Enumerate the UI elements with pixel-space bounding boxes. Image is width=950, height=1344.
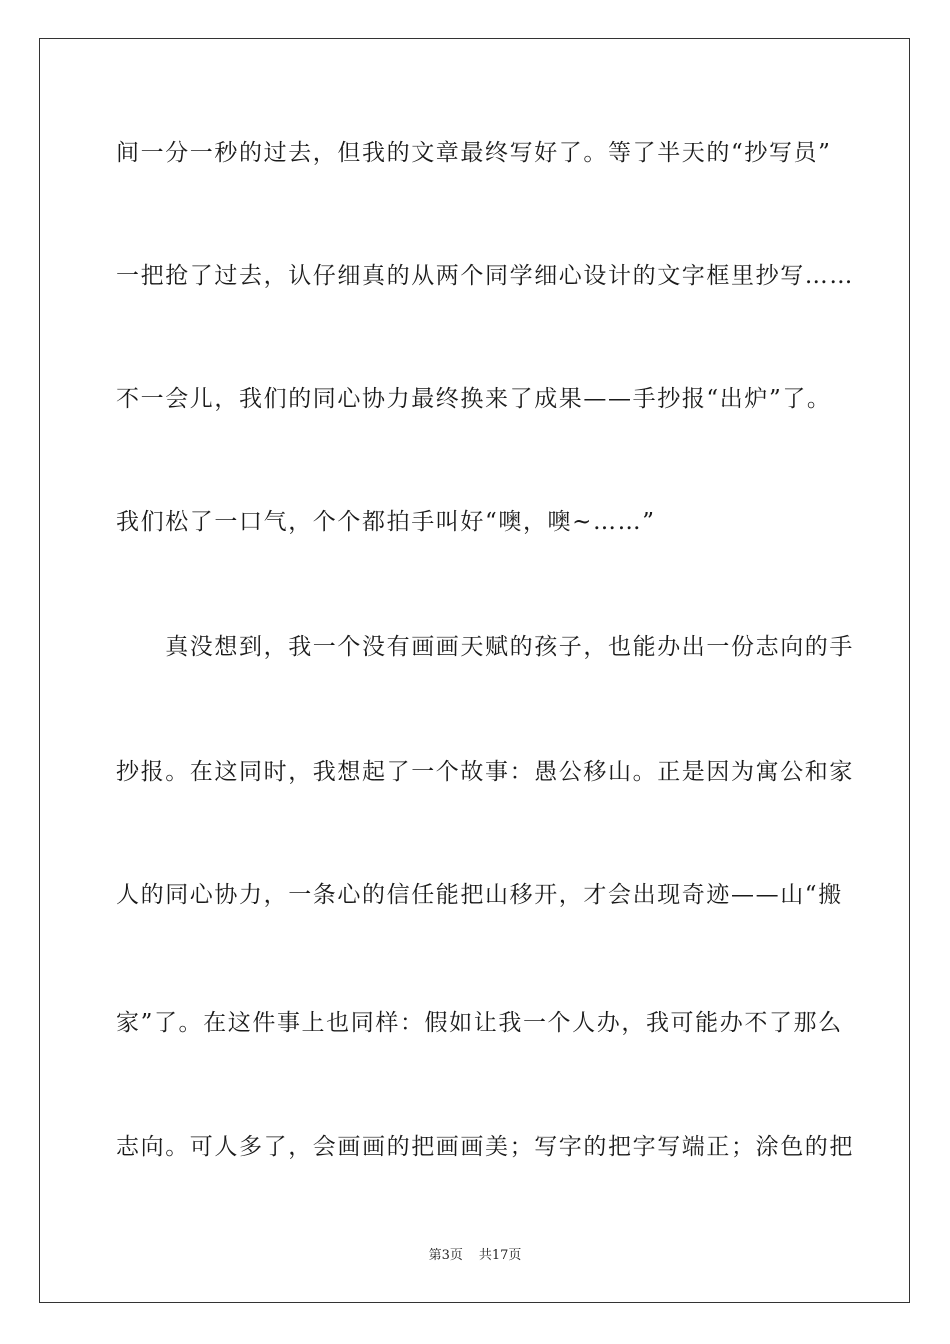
text-line: 我们松了一口气，个个都拍手叫好“噢，噢~……” <box>116 509 656 535</box>
page-total: 共17页 <box>478 1248 522 1263</box>
text-line: 不一会儿，我们的同心协力最终换来了成果——手抄报“出炉”了。 <box>116 386 832 412</box>
text-line: 间一分一秒的过去，但我的文章最终写好了。等了半天的“抄写员” <box>116 140 832 166</box>
text-line: 志向。可人多了，会画画的把画画美；写字的把字写端正；涂色的把 <box>116 1134 854 1160</box>
page-border <box>39 38 910 1303</box>
text-line: 人的同心协力，一条心的信任能把山移开，才会出现奇迹——山“搬 <box>116 882 843 908</box>
text-line: 一把抢了过去，认仔细真的从两个同学细心设计的文字框里抄写…… <box>116 263 854 289</box>
page-number: 第3页 <box>428 1248 463 1263</box>
page-footer <box>0 1247 950 1265</box>
text-line: 家”了。在这件事上也同样：假如让我一个人办，我可能办不了那么 <box>116 1010 843 1036</box>
text-line: 抄报。在这同时，我想起了一个故事：愚公移山。正是因为寓公和家 <box>116 759 854 785</box>
text-line: 真没想到，我一个没有画画天赋的孩子，也能办出一份志向的手 <box>116 634 854 660</box>
